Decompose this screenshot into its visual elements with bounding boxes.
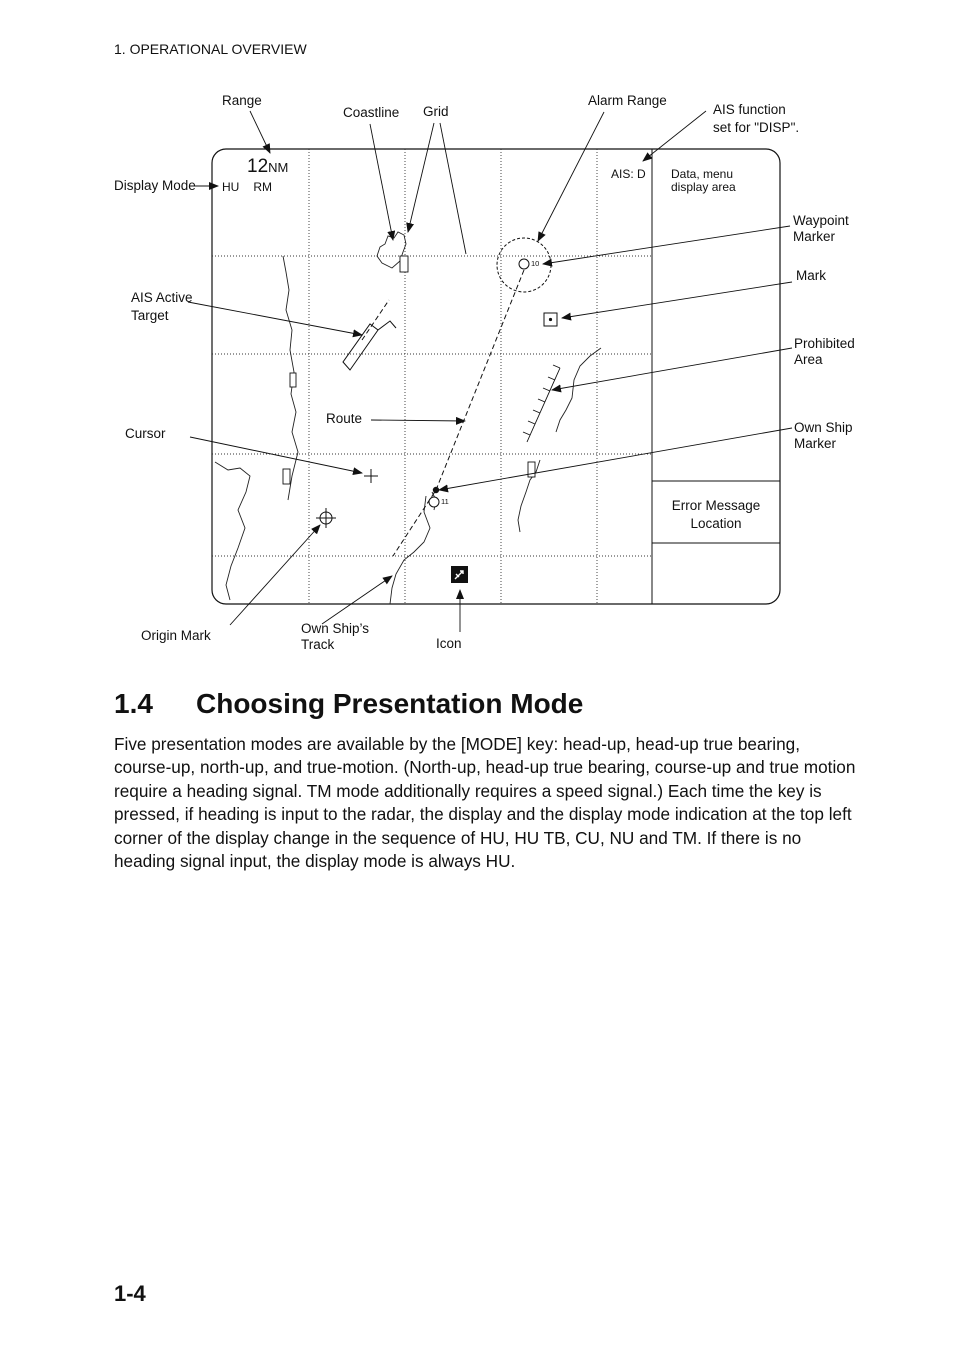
range-unit: NM bbox=[268, 160, 289, 175]
data-area-line2: display area bbox=[671, 180, 736, 194]
cursor-symbol bbox=[364, 469, 378, 483]
waypoint-marker-2 bbox=[429, 497, 439, 507]
coastline bbox=[215, 232, 601, 604]
label-ais-active-2: Target bbox=[131, 308, 169, 323]
section-number: 1.4 bbox=[114, 688, 153, 719]
mark-dot bbox=[549, 318, 552, 321]
label-prohibited-1: Prohibited bbox=[794, 336, 855, 351]
ais-status: AIS: D bbox=[611, 167, 646, 181]
icon-symbol bbox=[451, 566, 468, 583]
label-ais-active-1: AIS Active bbox=[131, 290, 193, 305]
label-alarm-range: Alarm Range bbox=[588, 93, 667, 108]
display-mode-readout bbox=[222, 180, 272, 194]
label-grid: Grid bbox=[423, 104, 449, 119]
label-route: Route bbox=[326, 411, 363, 426]
label-origin-mark: Origin Mark bbox=[141, 628, 211, 643]
label-ais-function-2: set for "DISP". bbox=[713, 120, 800, 135]
ais-active-target bbox=[343, 300, 396, 370]
range-readout bbox=[247, 156, 288, 178]
section-heading bbox=[114, 688, 583, 720]
label-ais-function-1: AIS function bbox=[713, 102, 786, 117]
label-display-mode: Display Mode bbox=[114, 178, 196, 193]
waypoint-number-11: 11 bbox=[441, 497, 449, 506]
display-screen-frame bbox=[212, 149, 780, 604]
label-range: Range bbox=[222, 93, 262, 108]
waypoint-number-10: 10 bbox=[531, 259, 540, 268]
own-ship-marker bbox=[433, 487, 439, 493]
label-coastline: Coastline bbox=[343, 105, 400, 120]
mode-rm: RM bbox=[253, 180, 273, 194]
section-body: Five presentation modes are available by the [MODE] key: head-up, head-up true bearing, course-up, north-up, and true-motion. (North-up, head-up true bearing, course-up and true motion require a heading signal. TM mode additionally requires a speed signal.) Each time the key is pressed, if heading is input to the radar, the display and the display mode indication at the top left corner of the display change in the sequence of HU, HU TB, CU, NU and TM. If there is no heading signal input, the display mode is always HU. bbox=[114, 734, 856, 872]
label-own-ship-marker-2: Marker bbox=[794, 436, 837, 451]
page-number: 1-4 bbox=[114, 1281, 146, 1306]
waypoint-marker bbox=[519, 259, 529, 269]
label-waypoint-marker-1: Waypoint bbox=[793, 213, 849, 228]
range-value: 12 bbox=[247, 156, 269, 177]
grid bbox=[212, 149, 652, 604]
origin-mark-symbol bbox=[316, 508, 336, 528]
label-own-ship-marker-1: Own Ship bbox=[794, 420, 853, 435]
label-own-ships-track-1: Own Ship’s bbox=[301, 621, 370, 636]
error-area-line2: Location bbox=[690, 516, 742, 531]
prohibited-area bbox=[523, 365, 560, 442]
mode-hu: HU bbox=[222, 180, 240, 194]
label-waypoint-marker-2: Marker bbox=[793, 229, 836, 244]
section-title: Choosing Presentation Mode bbox=[196, 688, 584, 719]
buoy-symbols bbox=[283, 256, 535, 484]
label-own-ships-track-2: Track bbox=[301, 637, 335, 652]
data-area-line1: Data, menu bbox=[671, 167, 734, 181]
running-header: 1. OPERATIONAL OVERVIEW bbox=[114, 41, 307, 57]
label-mark: Mark bbox=[796, 268, 826, 283]
label-icon: Icon bbox=[436, 636, 462, 651]
label-cursor: Cursor bbox=[125, 426, 166, 441]
error-area-line1: Error Message bbox=[671, 498, 761, 513]
label-prohibited-2: Area bbox=[794, 352, 823, 367]
route-line bbox=[393, 270, 524, 556]
